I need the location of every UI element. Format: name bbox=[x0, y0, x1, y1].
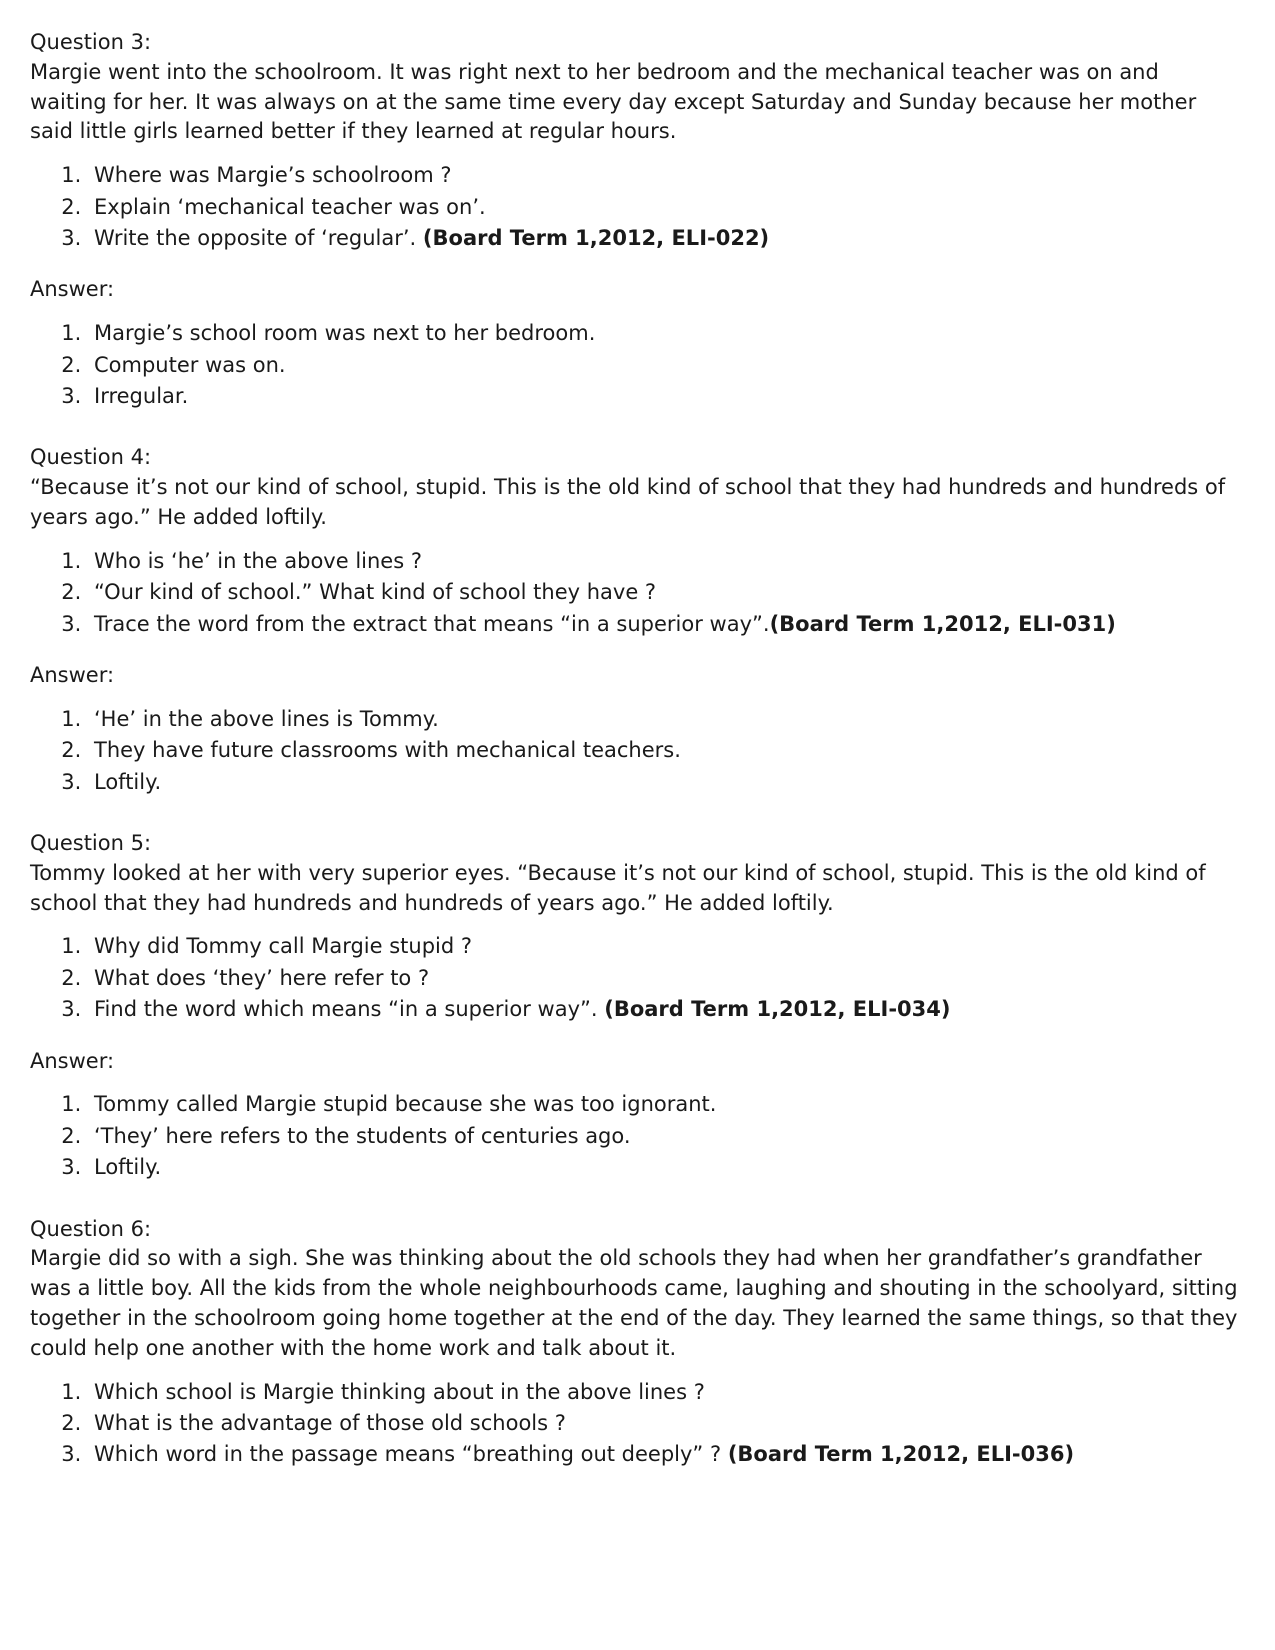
list-item bbox=[88, 1378, 1241, 1407]
list-item bbox=[88, 995, 1241, 1024]
question-text: Trace the word from the extract that means “in a superior way”. bbox=[94, 611, 770, 636]
answer-text: Loftily. bbox=[94, 1155, 162, 1180]
list-item bbox=[88, 351, 1241, 380]
question-text: Explain ‘mechanical teacher was on’. bbox=[94, 194, 486, 219]
list-item bbox=[88, 964, 1241, 993]
qa-section bbox=[30, 1215, 1241, 1470]
question-ref: (Board Term 1,2012, ELI-036) bbox=[727, 1442, 1075, 1467]
qa-section bbox=[30, 28, 1241, 411]
answer-text: Margie’s school room was next to her bedroom. bbox=[94, 321, 596, 346]
question-text: Where was Margie’s schoolroom ? bbox=[94, 163, 452, 188]
answer-list bbox=[30, 705, 1241, 797]
question-text: “Our kind of school.” What kind of school they have ? bbox=[94, 580, 657, 605]
list-item bbox=[88, 193, 1241, 222]
list-item bbox=[88, 382, 1241, 411]
question-passage: Margie did so with a sigh. She was thinking about the old schools they had when her grandfather’s grandfather was a little boy. All the kids from the whole neighbourhoods came, laughing and shouting in the schoolyard, sitting together in the schoolroom going home together at the end of the day. They learned the same things, so that they could help one another with the home work and talk about it. bbox=[30, 1246, 1238, 1360]
answer-text: They have future classrooms with mechanical teachers. bbox=[94, 738, 681, 763]
list-item bbox=[88, 578, 1241, 607]
answer-text: Loftily. bbox=[94, 769, 162, 794]
list-item bbox=[88, 1409, 1241, 1438]
list-item bbox=[88, 224, 1241, 253]
question-text: Which school is Margie thinking about in the above lines ? bbox=[94, 1379, 705, 1404]
answer-text: Computer was on. bbox=[94, 352, 286, 377]
list-item bbox=[88, 1153, 1241, 1182]
list-item bbox=[88, 1090, 1241, 1119]
list-item bbox=[88, 768, 1241, 797]
question-list bbox=[30, 547, 1241, 639]
list-item bbox=[88, 319, 1241, 348]
answer-label: Answer: bbox=[30, 1048, 115, 1073]
answer-text: Irregular. bbox=[94, 384, 189, 409]
list-item bbox=[88, 705, 1241, 734]
question-list bbox=[30, 932, 1241, 1024]
section-spacer bbox=[30, 413, 1241, 443]
answer-list bbox=[30, 319, 1241, 411]
question-label: Question 4: bbox=[30, 445, 152, 470]
question-text: Why did Tommy call Margie stupid ? bbox=[94, 934, 473, 959]
list-item bbox=[88, 736, 1241, 765]
question-text: Find the word which means “in a superior way”. bbox=[94, 997, 605, 1022]
question-text: What is the advantage of those old schools ? bbox=[94, 1411, 566, 1436]
list-item bbox=[88, 161, 1241, 190]
list-item bbox=[88, 1440, 1241, 1469]
answer-label: Answer: bbox=[30, 277, 115, 302]
question-label: Question 3: bbox=[30, 30, 152, 54]
question-text: Who is ‘he’ in the above lines ? bbox=[94, 548, 422, 573]
question-ref: (Board Term 1,2012, ELI-022) bbox=[422, 226, 770, 251]
list-item bbox=[88, 547, 1241, 576]
question-passage: Margie went into the schoolroom. It was right next to her bedroom and the mechanical teacher was on and waiting for her. It was always on at the same time every day except Saturday and Sunday because her mother said little girls learned better if they learned at regular hours. bbox=[30, 59, 1197, 144]
section-spacer bbox=[30, 799, 1241, 829]
qa-section bbox=[30, 829, 1241, 1183]
answer-label: Answer: bbox=[30, 663, 115, 688]
question-passage: “Because it’s not our kind of school, stupid. This is the old kind of school that they had hundreds and hundreds of years ago.” He added loftily. bbox=[30, 475, 1226, 530]
question-passage: Tommy looked at her with very superior eyes. “Because it’s not our kind of school, stupid. This is the old kind of school that they had hundreds and hundreds of years ago.” He added loftily. bbox=[30, 860, 1206, 915]
answer-text: Tommy called Margie stupid because she was too ignorant. bbox=[94, 1092, 717, 1117]
section-spacer bbox=[30, 1185, 1241, 1215]
question-ref: (Board Term 1,2012, ELI-034) bbox=[604, 997, 951, 1022]
list-item bbox=[88, 610, 1241, 639]
question-label: Question 5: bbox=[30, 831, 152, 855]
answer-text: ‘He’ in the above lines is Tommy. bbox=[94, 706, 439, 731]
question-ref: (Board Term 1,2012, ELI-031) bbox=[769, 611, 1116, 636]
question-label: Question 6: bbox=[30, 1216, 152, 1241]
question-text: Which word in the passage means “breathing out deeply” ? bbox=[94, 1442, 728, 1467]
list-item bbox=[88, 1122, 1241, 1151]
question-list bbox=[30, 161, 1241, 253]
question-text: What does ‘they’ here refer to ? bbox=[94, 965, 430, 990]
question-text: Write the opposite of ‘regular’. bbox=[94, 226, 423, 251]
list-item bbox=[88, 932, 1241, 961]
qa-section bbox=[30, 443, 1241, 797]
answer-text: ‘They’ here refers to the students of centuries ago. bbox=[94, 1123, 631, 1148]
answer-list bbox=[30, 1090, 1241, 1182]
question-list bbox=[30, 1378, 1241, 1470]
